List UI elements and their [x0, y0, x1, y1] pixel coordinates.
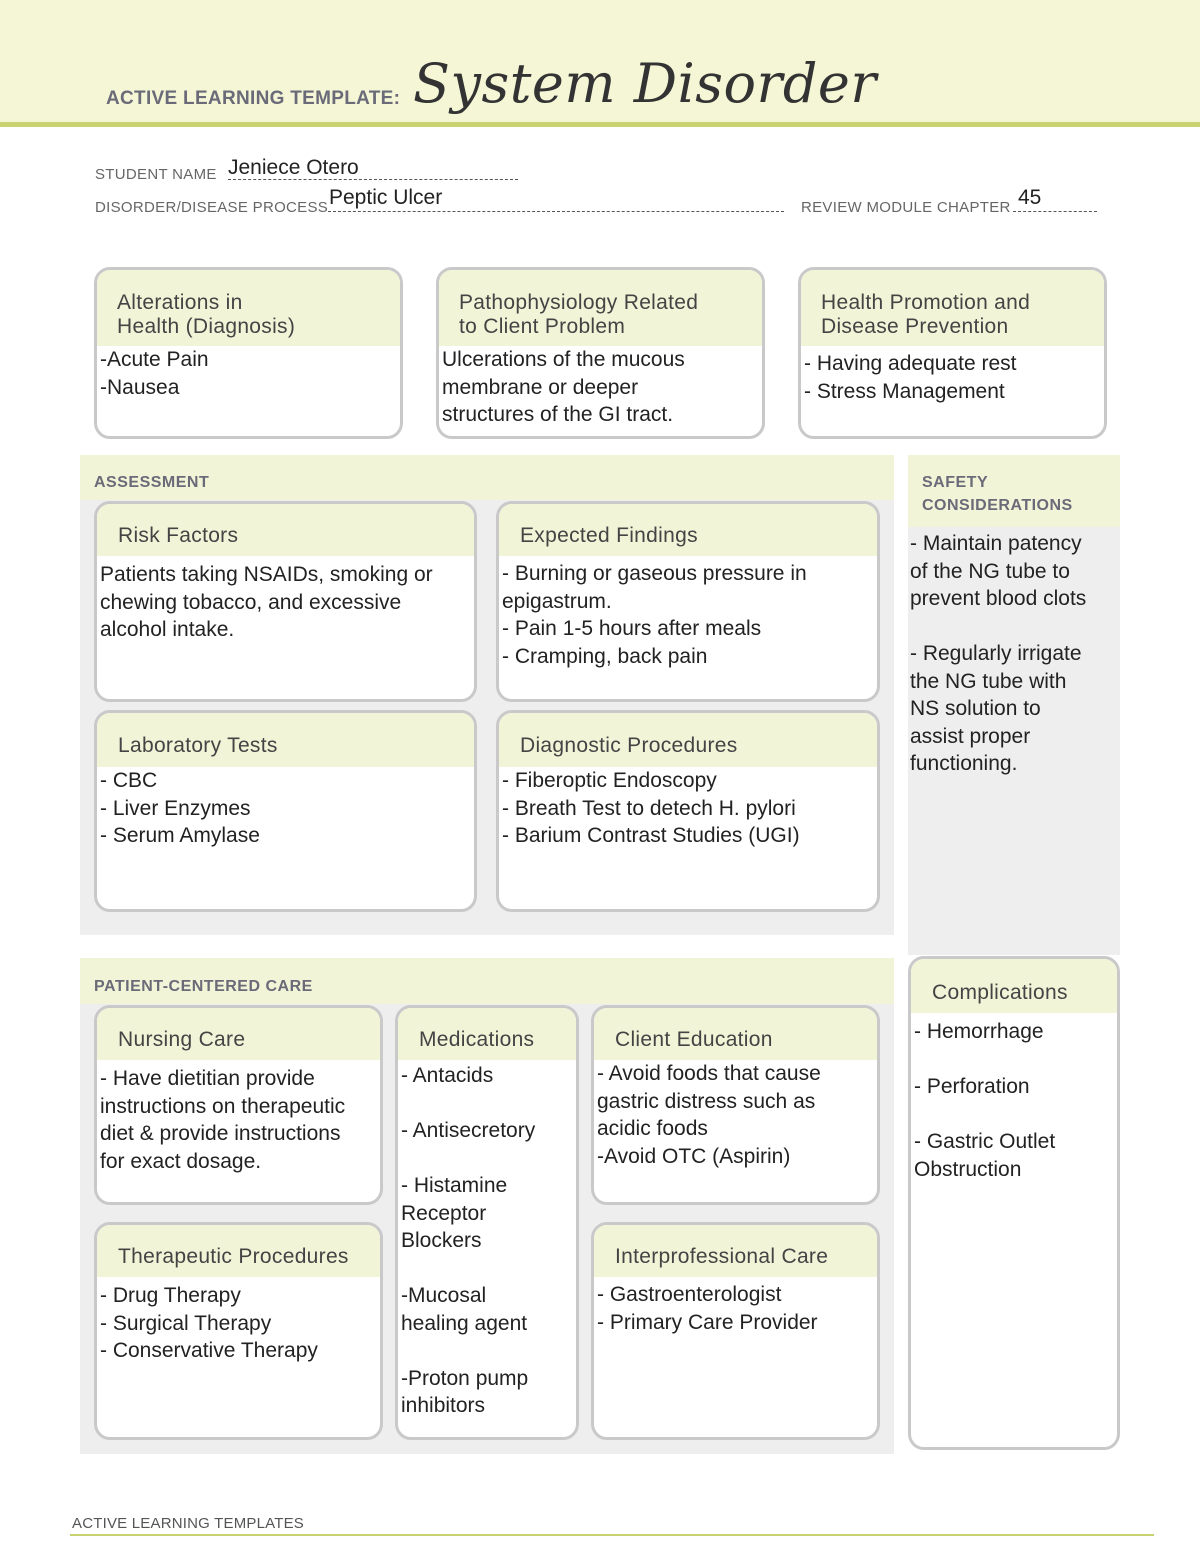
pathophysiology-title: Pathophysiology Related to Client Problem	[439, 270, 762, 346]
risk-factors-body: Patients taking NSAIDs, smoking or chewing tobacco, and excessive alcohol intake.	[100, 563, 433, 641]
alterations-body: -Acute Pain -Nausea	[100, 348, 209, 399]
therapeutic-procedures-title: Therapeutic Procedures	[97, 1225, 380, 1277]
laboratory-tests-title: Laboratory Tests	[97, 713, 474, 767]
expected-findings-card	[496, 501, 880, 702]
chapter-value: 45	[1018, 186, 1042, 209]
laboratory-tests-card	[94, 710, 477, 912]
complications-card	[908, 956, 1120, 1450]
health-promotion-card	[798, 267, 1107, 439]
therapeutic-procedures-card	[94, 1222, 383, 1440]
client-education-body: - Avoid foods that cause gastric distress such as acidic foods -Avoid OTC (Aspirin)	[597, 1062, 821, 1168]
laboratory-tests-body: - CBC - Liver Enzymes - Serum Amylase	[100, 769, 260, 847]
student-name-line	[228, 179, 518, 180]
assessment-title: ASSESSMENT	[94, 474, 210, 491]
disorder-value: Peptic Ulcer	[329, 186, 443, 209]
alterations-card	[94, 267, 403, 439]
medications-title: Medications	[398, 1008, 576, 1060]
disorder-line	[328, 211, 784, 212]
client-education-card	[591, 1005, 880, 1205]
footer-divider	[70, 1534, 1154, 1536]
chapter-line	[1013, 211, 1097, 212]
alterations-title: Alterations in Health (Diagnosis)	[97, 270, 400, 346]
safety-title: SAFETY CONSIDERATIONS	[922, 474, 1073, 514]
nursing-care-card	[94, 1005, 383, 1205]
nursing-care-body: - Have dietitian provide instructions on therapeutic diet & provide instructions for exact dosage.	[100, 1067, 346, 1173]
page-title: System Disorder	[413, 52, 877, 115]
complications-title: Complications	[911, 959, 1117, 1013]
medications-card	[395, 1005, 579, 1440]
template-label: ACTIVE LEARNING TEMPLATE:	[106, 88, 401, 109]
pathophysiology-card	[436, 267, 765, 439]
header-divider	[0, 122, 1200, 127]
expected-findings-body: - Burning or gaseous pressure in epigastrum. - Pain 1-5 hours after meals - Cramping, back pain	[502, 562, 807, 668]
interprofessional-care-body: - Gastroenterologist - Primary Care Provider	[597, 1283, 818, 1334]
client-education-title: Client Education	[594, 1008, 877, 1060]
interprofessional-care-title: Interprofessional Care	[594, 1225, 877, 1277]
student-name-value: Jeniece Otero	[228, 156, 359, 179]
expected-findings-title: Expected Findings	[499, 504, 877, 556]
health-promotion-body: - Having adequate rest - Stress Management	[804, 352, 1017, 403]
risk-factors-card	[94, 501, 477, 702]
nursing-care-title: Nursing Care	[97, 1008, 380, 1060]
safety-body: - Maintain patency of the NG tube to prevent blood clots - Regularly irrigate the NG tube with NS solution to assist proper functioning.	[910, 532, 1087, 775]
diagnostic-procedures-card	[496, 710, 880, 912]
risk-factors-title: Risk Factors	[97, 504, 474, 556]
diagnostic-procedures-title: Diagnostic Procedures	[499, 713, 877, 767]
student-name-label: STUDENT NAME	[95, 166, 217, 183]
interprofessional-care-card	[591, 1222, 880, 1440]
complications-body: - Hemorrhage - Perforation - Gastric Outlet Obstruction	[914, 1020, 1056, 1181]
diagnostic-procedures-body: - Fiberoptic Endoscopy - Breath Test to detech H. pylori - Barium Contrast Studies (UGI)	[502, 769, 800, 847]
disorder-label: DISORDER/DISEASE PROCESS	[95, 199, 329, 216]
chapter-label: REVIEW MODULE CHAPTER	[801, 199, 1011, 216]
medications-body: - Antacids - Antisecretory - Histamine Receptor Blockers -Mucosal healing agent -Proton pump inhibitors	[401, 1064, 536, 1417]
footer-label: ACTIVE LEARNING TEMPLATES	[72, 1515, 304, 1532]
health-promotion-title: Health Promotion and Disease Prevention	[801, 270, 1104, 346]
pathophysiology-body: Ulcerations of the mucous membrane or deeper structures of the GI tract.	[442, 348, 685, 426]
therapeutic-procedures-body: - Drug Therapy - Surgical Therapy - Conservative Therapy	[100, 1284, 318, 1362]
patient-care-title: PATIENT-CENTERED CARE	[94, 978, 313, 995]
